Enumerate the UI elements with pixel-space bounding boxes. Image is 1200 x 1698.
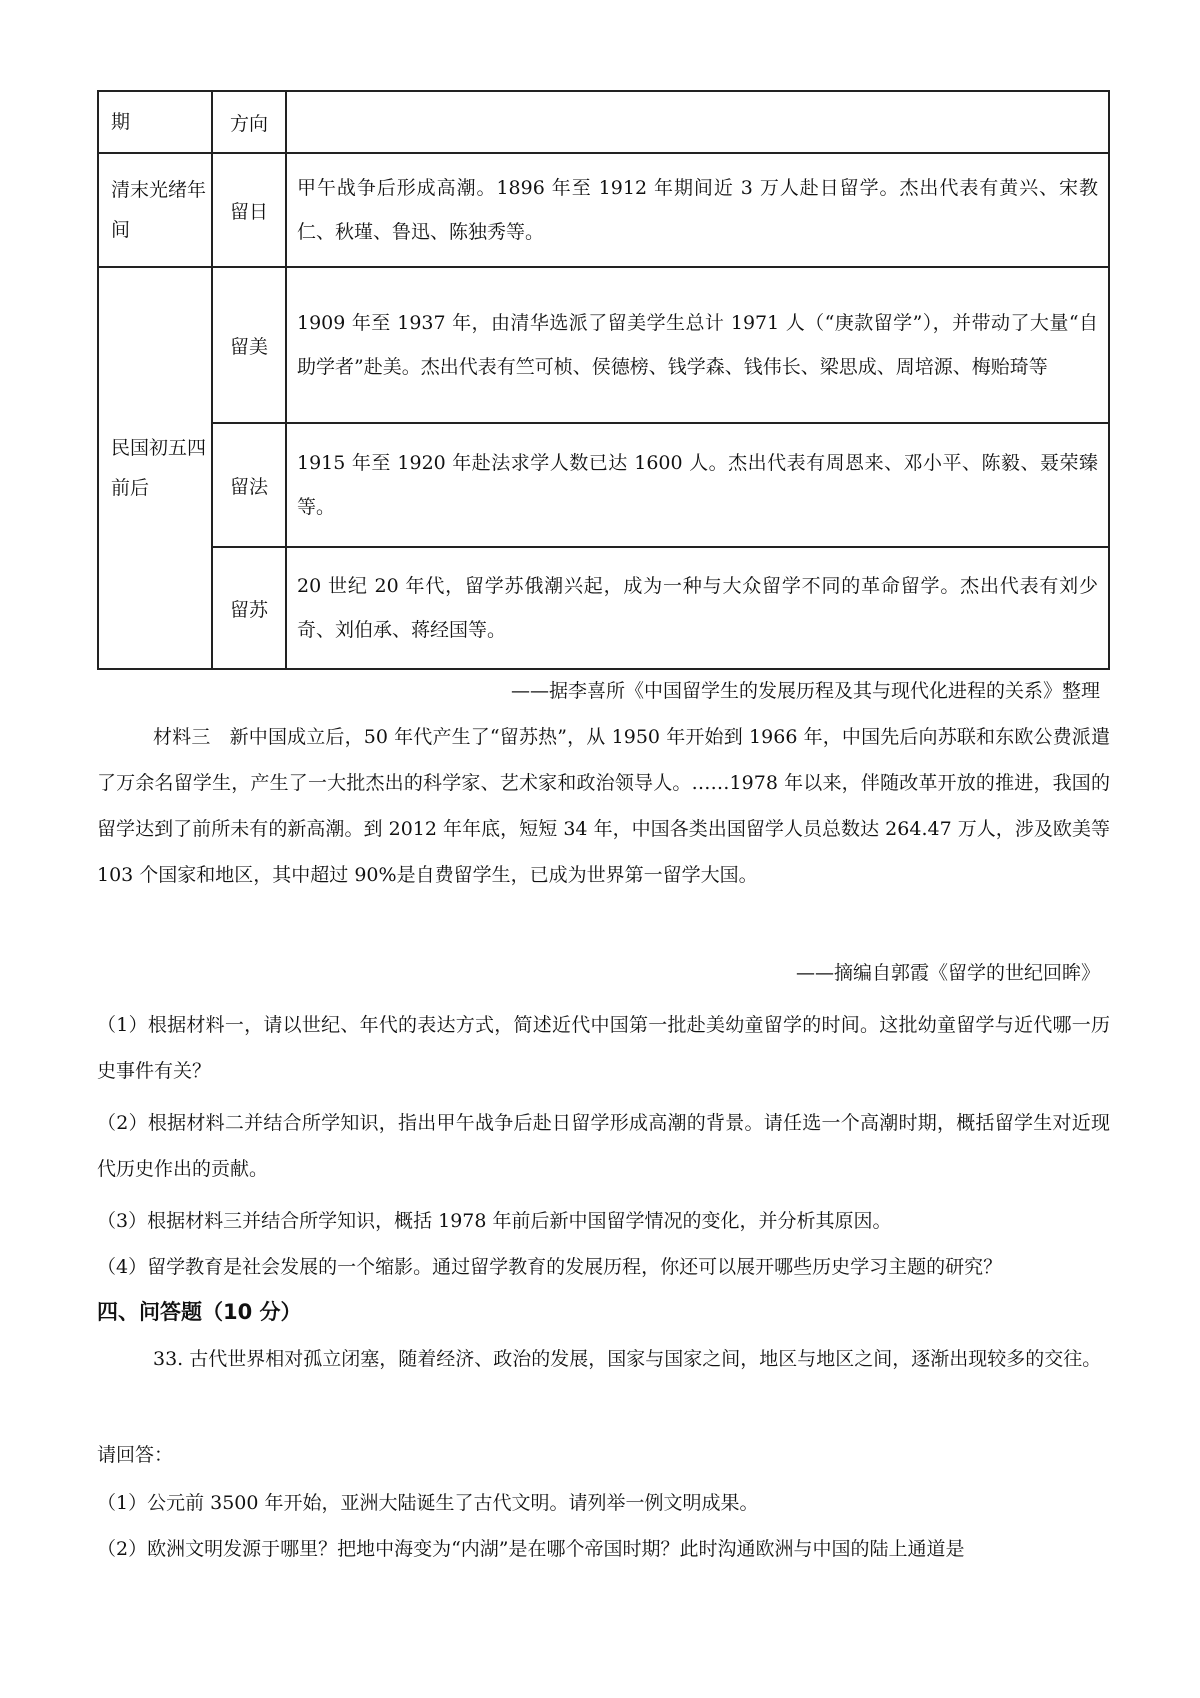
question-4: （4）留学教育是社会发展的一个缩影。通过留学教育的发展历程，你还可以展开哪些历史学习主题的研究？ [97,1256,1003,1278]
section-four-heading: 四、问答题（10 分） [97,1300,302,1324]
question-2: （2）根据材料二并结合所学知识，指出甲午战争后赴日留学形成高潮的背景。请任选一个高潮时期，概括留学生对近现代历史作出的贡献。 [97,1112,1110,1180]
question-33-prompt: 请回答： [97,1444,174,1466]
header-period-cell: 期 [98,91,212,153]
table-row-soviet [98,547,1109,669]
direction-cell-japan: 留日 [212,153,286,267]
direction-cell-soviet: 留苏 [212,547,286,669]
table-row-france [98,423,1109,547]
header-desc-cell [286,91,1109,153]
question-33-intro: 33. 古代世界相对孤立闭塞，随着经济、政治的发展，国家与国家之间，地区与地区之间，逐渐出现较多的交往。 [153,1348,1102,1370]
question-33-item-2: （2）欧洲文明发源于哪里？把地中海变为“内湖”是在哪个帝国时期？此时沟通欧洲与中国的陆上通道是 [97,1538,965,1560]
period-cell-qing: 清末光绪年间 [98,153,212,267]
question-1: （1）根据材料一，请以世纪、年代的表达方式，简述近代中国第一批赴美幼童留学的时间。这批幼童留学与近代哪一历史事件有关？ [97,1014,1110,1082]
desc-cell-soviet: 20 世纪 20 年代，留学苏俄潮兴起，成为一种与大众留学不同的革命留学。杰出代表有刘少奇、刘伯承、蒋经国等。 [286,547,1109,669]
table-header-row [98,91,1109,153]
table-row-usa [98,267,1109,423]
question-33-item-1: （1）公元前 3500 年开始，亚洲大陆诞生了古代文明。请列举一例文明成果。 [97,1492,759,1514]
direction-cell-france: 留法 [212,423,286,547]
desc-cell-france: 1915 年至 1920 年赴法求学人数已达 1600 人。杰出代表有周恩来、邓小平、陈毅、聂荣臻等。 [286,423,1109,547]
study-abroad-table [97,90,1110,670]
table-source-citation: ——据李喜所《中国留学生的发展历程及其与现代化进程的关系》整理 [510,680,1100,702]
table-row-qing [98,153,1109,267]
header-direction-cell: 方向 [212,91,286,153]
material-three-citation: ——摘编自郭霞《留学的世纪回眸》 [795,962,1100,984]
question-3: （3）根据材料三并结合所学知识，概括 1978 年前后新中国留学情况的变化，并分析其原因。 [97,1210,892,1232]
direction-cell-usa: 留美 [212,267,286,423]
desc-cell-japan: 甲午战争后形成高潮。1896 年至 1912 年期间近 3 万人赴日留学。杰出代表有黄兴、宋教仁、秋瑾、鲁迅、陈独秀等。 [286,153,1109,267]
material-three-text: 材料三 新中国成立后，50 年代产生了“留苏热”，从 1950 年开始到 1966 年，中国先后向苏联和东欧公费派遣了万余名留学生，产生了一大批杰出的科学家、艺术家和政治领导人。……1978 年以来，伴随改革开放的推进，我国的留学达到了前所未有的新高潮。到 2012 年年底，短短 34 年，中国各类出国留学人员总数达 264.47 万人，涉及欧美等 103 个国家和地区，其中超过 90%是自费留学生，已成为世界第一留学大国。 [97,726,1110,886]
period-cell-minguo: 民国初五四前后 [98,267,212,669]
desc-cell-usa: 1909 年至 1937 年，由清华选派了留美学生总计 1971 人（“庚款留学”），并带动了大量“自助学者”赴美。杰出代表有竺可桢、侯德榜、钱学森、钱伟长、梁思成、周培源、梅贻琦等 [286,267,1109,423]
